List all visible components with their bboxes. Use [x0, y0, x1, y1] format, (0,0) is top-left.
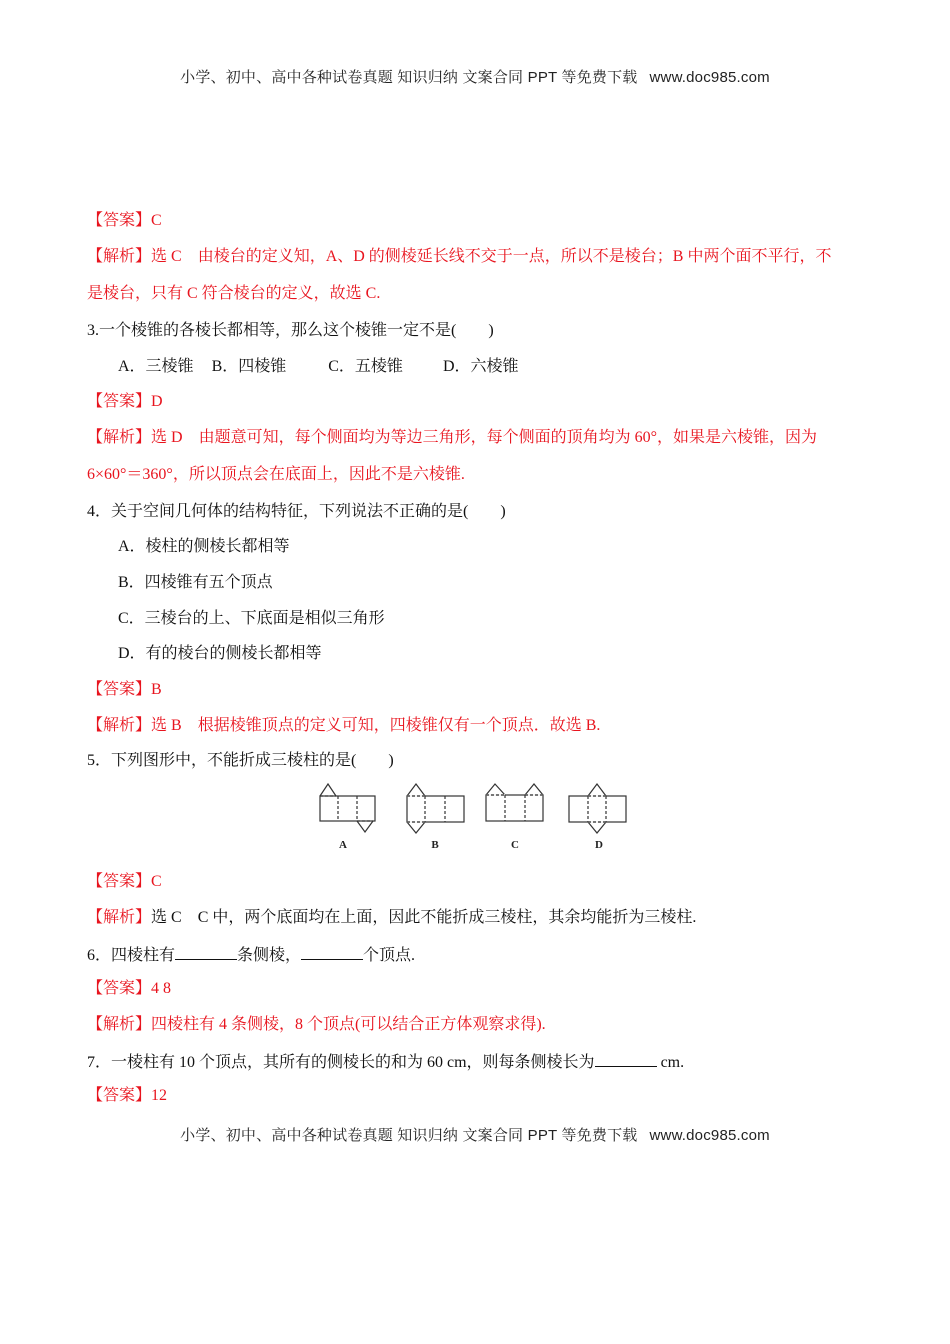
- analysis-text: 选 B 根据棱锥顶点的定义可知，四棱锥仅有一个顶点．故选 B.: [151, 717, 601, 734]
- q3-option-c: C．五棱锥: [328, 358, 403, 375]
- q7-stem: [87, 1051, 684, 1073]
- answer-label: 【答案】: [87, 212, 152, 229]
- net-figure-b: [407, 784, 464, 833]
- q4-option-c: C．三棱台的上、下底面是相似三角形: [118, 610, 385, 627]
- figure-label-d: D: [595, 839, 603, 851]
- q3-analysis-line2: [87, 465, 465, 485]
- q3-analysis-line1: [87, 428, 817, 448]
- analysis-label: 【解析】: [87, 429, 152, 446]
- q7-stem-part2: cm.: [656, 1054, 685, 1071]
- answer-value: C: [151, 873, 162, 890]
- net-figure-a: [320, 784, 375, 832]
- q3-option-b: B．四棱锥: [211, 358, 287, 375]
- fill-blank-2[interactable]: [301, 944, 363, 960]
- q6-analysis: [87, 1015, 546, 1035]
- q3-options: [118, 357, 519, 377]
- q4-analysis: [87, 716, 600, 736]
- q4-answer: [87, 680, 162, 700]
- q4-option-b: B．四棱锥有五个顶点: [118, 574, 273, 591]
- q4-option-d: D．有的棱台的侧棱长都相等: [118, 645, 322, 662]
- q5-prism-nets-figure: [315, 780, 635, 852]
- answer-label: 【答案】: [87, 873, 152, 890]
- q5-stem: 5．下列图形中，不能折成三棱柱的是( ): [87, 752, 394, 769]
- net-figure-d: [569, 784, 626, 833]
- answer-value: D: [151, 393, 163, 410]
- q3-answer: [87, 392, 163, 412]
- watermark-url: www.doc985.com: [649, 69, 770, 86]
- answer-value: 4 8: [151, 980, 172, 997]
- watermark-url: www.doc985.com: [649, 1127, 770, 1144]
- fill-blank-1[interactable]: [175, 944, 237, 960]
- q5-answer: [87, 872, 162, 892]
- figure-label-c: C: [511, 839, 519, 851]
- analysis-text: 选 D 由题意可知，每个侧面均为等边三角形，每个侧面的顶角均为 60°，如果是六棱锥，因为: [151, 429, 817, 446]
- q7-stem-part1: 7．一棱柱有 10 个顶点，其所有的侧棱长的和为 60 cm，则每条侧棱长为: [87, 1054, 595, 1071]
- q6-stem-part3: 个顶点.: [363, 947, 416, 964]
- q2-answer: [87, 211, 162, 231]
- watermark-text: 小学、初中、高中各种试卷真题 知识归纳 文案合同 PPT 等免费下载: [180, 1127, 638, 1144]
- answer-label: 【答案】: [87, 1087, 152, 1104]
- q7-answer: [87, 1086, 167, 1106]
- q4-stem: 4．关于空间几何体的结构特征，下列说法不正确的是( ): [87, 503, 506, 520]
- answer-label: 【答案】: [87, 681, 152, 698]
- answer-label: 【答案】: [87, 393, 152, 410]
- q6-stem-part2: 条侧棱，: [237, 947, 302, 964]
- analysis-text: 6×60°＝360°，所以顶点会在底面上，因此不是六棱锥.: [87, 466, 465, 483]
- figure-label-a: A: [339, 839, 347, 851]
- answer-value: C: [151, 212, 162, 229]
- analysis-text: 是棱台，只有 C 符合棱台的定义，故选 C.: [87, 285, 381, 302]
- answer-value: B: [151, 681, 162, 698]
- q6-answer: [87, 979, 171, 999]
- net-figure-c: [486, 784, 543, 821]
- analysis-label: 【解析】: [87, 248, 152, 265]
- q2-analysis-line2: [87, 284, 380, 304]
- analysis-label: 【解析】: [87, 1016, 152, 1033]
- q6-stem-part1: 6．四棱柱有: [87, 947, 176, 964]
- q2-analysis-line1: [87, 247, 831, 267]
- watermark-text: 小学、初中、高中各种试卷真题 知识归纳 文案合同 PPT 等免费下载: [180, 69, 638, 86]
- analysis-text: 选 C C 中，两个底面均在上面，因此不能折成三棱柱，其余均能折为三棱柱.: [151, 909, 697, 926]
- footer-watermark: [0, 1124, 950, 1145]
- q4-option-a: A．棱柱的侧棱长都相等: [118, 538, 290, 555]
- analysis-text: 选 C 由棱台的定义知，A、D 的侧棱延长线不交于一点，所以不是棱台；B 中两个面不平行，不: [151, 248, 832, 265]
- q3-option-d: D．六棱锥: [442, 358, 519, 375]
- figure-label-b: B: [431, 839, 439, 851]
- header-watermark: [0, 66, 950, 87]
- analysis-label: 【解析】: [87, 909, 152, 926]
- q3-option-a: A．三棱锥: [118, 358, 194, 375]
- q5-analysis: [87, 908, 696, 928]
- analysis-label: 【解析】: [87, 717, 152, 734]
- fill-blank[interactable]: [595, 1051, 657, 1067]
- answer-label: 【答案】: [87, 980, 152, 997]
- q3-stem: 3.一个棱锥的各棱长都相等，那么这个棱锥一定不是( ): [87, 322, 494, 339]
- q6-stem: [87, 944, 415, 966]
- analysis-text: 四棱柱有 4 条侧棱，8 个顶点(可以结合正方体观察求得).: [151, 1016, 546, 1033]
- answer-value: 12: [151, 1087, 168, 1104]
